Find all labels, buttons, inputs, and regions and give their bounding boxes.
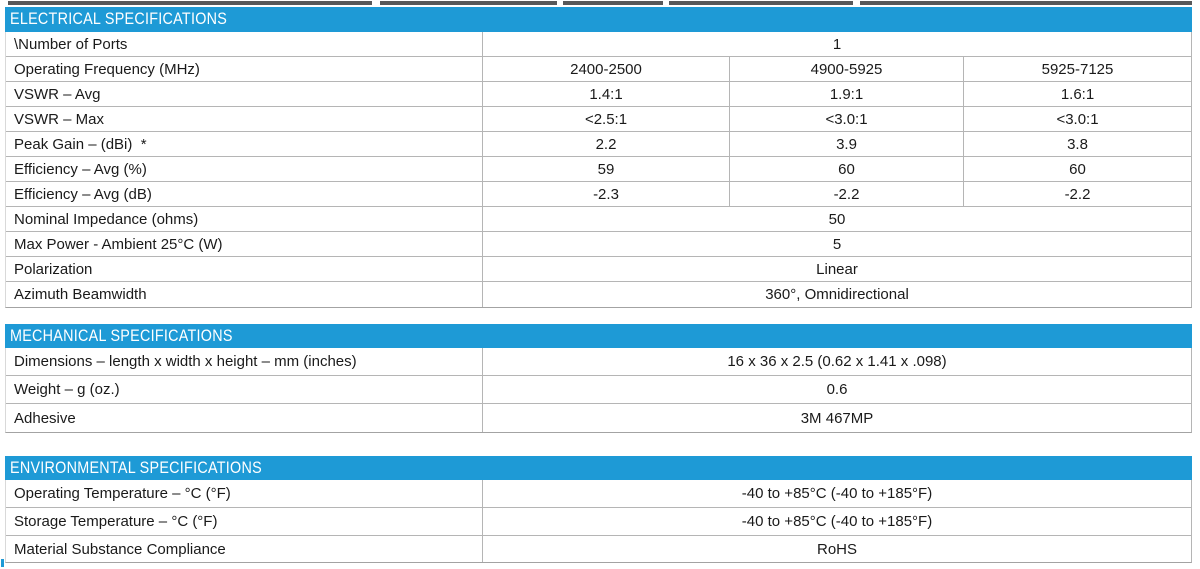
- top-border-remnant-segment: [669, 1, 853, 5]
- spec-label: Adhesive: [6, 404, 483, 432]
- spec-label: Material Substance Compliance: [6, 536, 483, 562]
- electrical-specifications-table: [5, 32, 1192, 308]
- electrical-specifications-section: [5, 7, 1192, 308]
- spec-value: RoHS: [816, 540, 857, 558]
- spec-value-band2: 4900-5925: [729, 57, 963, 81]
- spec-value-band1: -2.3: [593, 185, 619, 203]
- mechanical-specifications-section: [5, 324, 1192, 433]
- spec-label: Efficiency – Avg (%): [6, 157, 483, 181]
- spec-value-band3: 3.8: [963, 132, 1191, 156]
- spec-value-band2: 60: [729, 157, 963, 181]
- spec-value-band3: 5925-7125: [963, 57, 1191, 81]
- spec-value-band2: <3.0:1: [729, 107, 963, 131]
- spec-label: Efficiency – Avg (dB): [6, 182, 483, 206]
- section-header-electrical: [5, 7, 1192, 32]
- spec-label: Azimuth Beamwidth: [6, 282, 483, 307]
- cut-off-next-header-artifact: [1, 559, 4, 567]
- spec-value-band1: <2.5:1: [584, 110, 628, 128]
- row-azimuth-beamwidth: [6, 282, 1191, 307]
- spec-value: 3M 467MP: [800, 409, 874, 427]
- spec-value: 50: [828, 210, 846, 228]
- spec-value-band3: 1.6:1: [963, 82, 1191, 106]
- spec-value-band3: <3.0:1: [963, 107, 1191, 131]
- spec-value-band2: 1.9:1: [729, 82, 963, 106]
- spec-value-band1: 2400-2500: [570, 60, 642, 78]
- spec-value-band1: 59: [597, 160, 615, 178]
- row-vswr-max: [6, 107, 1191, 132]
- spec-label: \Number of Ports: [6, 32, 483, 56]
- spec-value: -40 to +85°C (-40 to +185°F): [741, 513, 933, 530]
- row-operating-temperature: [6, 480, 1191, 508]
- spec-value: Linear: [816, 260, 858, 278]
- spec-value-band2: -2.2: [729, 182, 963, 206]
- spec-value: 0.6: [826, 381, 848, 398]
- spec-label: Peak Gain – (dBi) *: [6, 132, 483, 156]
- spec-value-band2: 3.9: [729, 132, 963, 156]
- row-nominal-impedance: [6, 207, 1191, 232]
- row-efficiency-pct: [6, 157, 1191, 182]
- spec-value-band1: 1.4:1: [589, 85, 623, 103]
- row-dimensions: [6, 348, 1191, 376]
- section-title: ELECTRICAL SPECIFICATIONS: [10, 10, 228, 28]
- spec-value: 5: [832, 235, 842, 253]
- mechanical-specifications-table: [5, 348, 1192, 433]
- environmental-specifications-section: [5, 456, 1192, 563]
- section-title: MECHANICAL SPECIFICATIONS: [10, 326, 233, 345]
- spec-label: Storage Temperature – °C (°F): [6, 508, 483, 535]
- top-border-remnant-segment: [380, 1, 557, 5]
- spec-label: VSWR – Max: [6, 107, 483, 131]
- row-efficiency-db: [6, 182, 1191, 207]
- spec-value: -40 to +85°C (-40 to +185°F): [741, 485, 933, 502]
- spec-label: Dimensions – length x width x height – mm (inches): [6, 348, 483, 375]
- spec-label: Weight – g (oz.): [6, 376, 483, 403]
- row-storage-temperature: [6, 508, 1191, 536]
- row-adhesive: [6, 404, 1191, 432]
- row-operating-frequency: [6, 57, 1191, 82]
- spec-label: Polarization: [6, 257, 483, 281]
- section-header-mechanical: [5, 324, 1192, 348]
- spec-label: Max Power - Ambient 25°C (W): [6, 232, 483, 256]
- top-border-remnant-segment: [860, 1, 1192, 5]
- spec-value-band1: 2.2: [595, 135, 617, 153]
- spec-label: Operating Frequency (MHz): [6, 57, 483, 81]
- row-material-substance-compliance: [6, 536, 1191, 562]
- row-max-power: [6, 232, 1191, 257]
- spec-value: 1: [832, 35, 842, 53]
- row-polarization: [6, 257, 1191, 282]
- row-vswr-avg: [6, 82, 1191, 107]
- row-weight: [6, 376, 1191, 404]
- spec-value: 360°, Omnidirectional: [765, 286, 909, 303]
- row-number-of-ports: [6, 32, 1191, 57]
- spec-label: Operating Temperature – °C (°F): [6, 480, 483, 507]
- environmental-specifications-table: [5, 480, 1192, 563]
- spec-value-band3: 60: [963, 157, 1191, 181]
- section-header-environmental: [5, 456, 1192, 480]
- top-border-remnant-segment: [8, 1, 372, 5]
- spec-value: 16 x 36 x 2.5 (0.62 x 1.41 x .098): [727, 353, 947, 370]
- spec-value-band3: -2.2: [963, 182, 1191, 206]
- spec-label: VSWR – Avg: [6, 82, 483, 106]
- top-border-remnant-segment: [563, 1, 663, 5]
- section-title: ENVIRONMENTAL SPECIFICATIONS: [10, 458, 262, 477]
- spec-label: Nominal Impedance (ohms): [6, 207, 483, 231]
- row-peak-gain: [6, 132, 1191, 157]
